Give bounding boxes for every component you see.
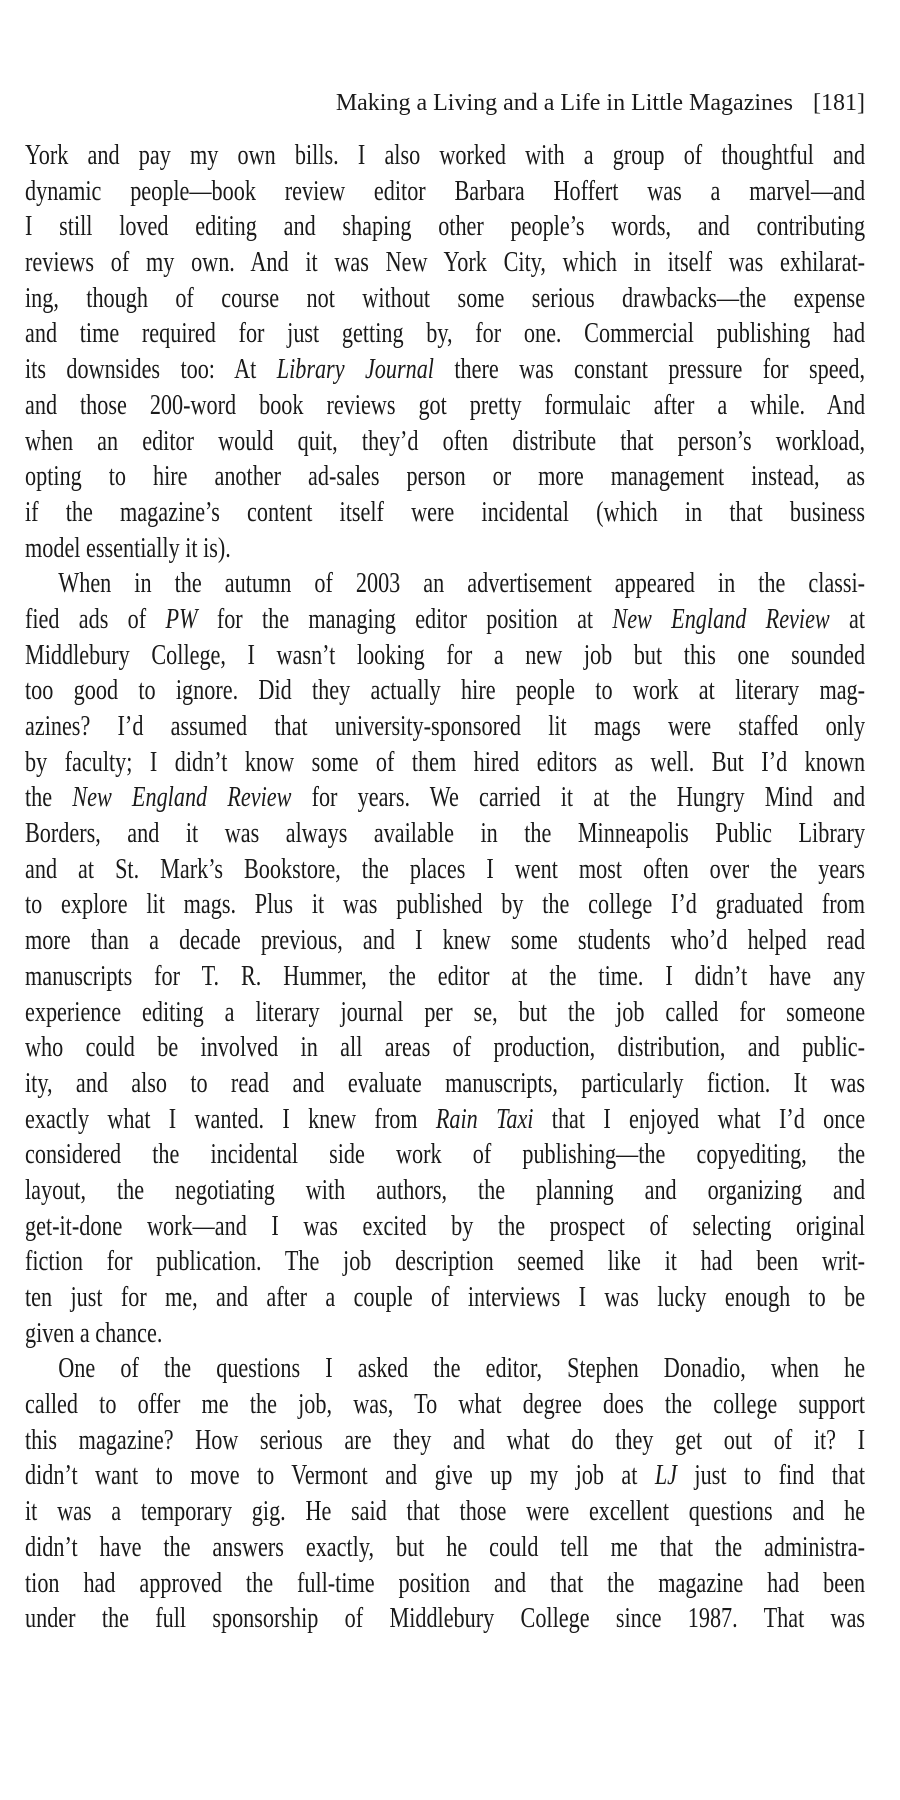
- text-line: [25, 1387, 865, 1423]
- text-line: [25, 959, 865, 995]
- text-segment: and at St. Mark’s Bookstore, the places I went most often over the years: [25, 853, 866, 885]
- text-line: [25, 138, 865, 174]
- text-line: [25, 745, 865, 781]
- text-line: [25, 923, 865, 959]
- text-line: [25, 566, 865, 602]
- text-segment: get-it-done work—and I was excited by the prospect of selecting original: [25, 1210, 866, 1242]
- text-segment: called to offer me the job, was, To what degree does the college support: [25, 1389, 866, 1421]
- text-segment: under the full sponsorship of Middlebury College since 1987. That was: [25, 1603, 866, 1635]
- text-line: [25, 709, 865, 745]
- page-number: [181]: [813, 90, 865, 116]
- text-segment: it was a temporary gig. He said that those were excellent questions and he: [25, 1496, 866, 1528]
- text-line: [25, 1316, 865, 1352]
- text-line: [25, 1530, 865, 1566]
- text-segment: and time required for just getting by, for one. Commercial publishing had: [25, 318, 866, 350]
- text-segment: too good to ignore. Did they actually hire people to work at literary mag-: [25, 675, 866, 707]
- text-segment: One of the questions I asked the editor, Stephen Donadio, when he: [58, 1353, 866, 1385]
- text-line: [25, 673, 865, 709]
- text-segment: model essentially it is).: [25, 532, 231, 564]
- text-segment: there was constant pressure for speed,: [433, 354, 866, 386]
- text-line: [25, 281, 865, 317]
- text-segment: fied ads of: [25, 603, 166, 635]
- body-text: [25, 138, 865, 1637]
- text-segment: azines? I’d assumed that university-sponsored lit mags were staffed only: [25, 711, 866, 742]
- text-segment: Middlebury College, I wasn’t looking for a new job but this one sounded: [25, 639, 866, 671]
- text-line: [25, 388, 865, 424]
- text-line: [25, 1458, 865, 1494]
- text-line: [25, 1566, 865, 1602]
- text-segment: Borders, and it was always available in the Minneapolis Public Library: [25, 818, 866, 850]
- text-line: [25, 1030, 865, 1066]
- italic-title-text: New England Review: [72, 782, 292, 814]
- text-segment: ity, and also to read and evaluate manuscripts, particularly fiction. It was: [25, 1067, 866, 1099]
- text-segment: exactly what I wanted. I knew from: [25, 1103, 436, 1135]
- text-line: [25, 174, 865, 210]
- text-segment: when an editor would quit, they’d often distribute that person’s workload,: [25, 425, 866, 457]
- text-segment: given a chance.: [25, 1317, 163, 1349]
- text-segment: reviews of my own. And it was New York City, which in itself was exhilarat-: [25, 247, 866, 279]
- text-line: [25, 209, 865, 245]
- text-line: [25, 1137, 865, 1173]
- text-segment: its downsides too: At: [25, 354, 277, 386]
- text-segment: considered the incidental side work of publishing—the copyediting, the: [25, 1139, 866, 1171]
- text-line: [25, 887, 865, 923]
- text-line: [25, 424, 865, 460]
- text-line: [25, 1351, 865, 1387]
- italic-title-text: Rain Taxi: [435, 1103, 534, 1135]
- text-line: [25, 1423, 865, 1459]
- text-segment: that I enjoyed what I’d once: [533, 1103, 866, 1135]
- text-line: [25, 638, 865, 674]
- text-segment: for the managing editor position at: [197, 603, 613, 635]
- text-segment: more than a decade previous, and I knew some students who’d helped read: [25, 925, 866, 957]
- text-line: [25, 459, 865, 495]
- text-segment: tion had approved the full-time position and that the magazine had been: [25, 1567, 866, 1599]
- text-segment: if the magazine’s content itself were incidental (which in that business: [25, 496, 866, 528]
- italic-title-text: Library Journal: [276, 354, 434, 386]
- text-segment: didn’t have the answers exactly, but he could tell me that the administra-: [25, 1531, 866, 1563]
- text-segment: by faculty; I didn’t know some of them hired editors as well. But I’d known: [25, 746, 866, 778]
- text-segment: who could be involved in all areas of production, distribution, and public-: [25, 1032, 866, 1064]
- text-segment: experience editing a literary journal per se, but the job called for someone: [25, 996, 866, 1028]
- text-segment: just to find that: [677, 1460, 866, 1492]
- text-line: [25, 1102, 865, 1138]
- text-segment: didn’t want to move to Vermont and give up my job at: [25, 1460, 655, 1492]
- text-line: [25, 316, 865, 352]
- text-line: [25, 852, 865, 888]
- text-segment: to explore lit mags. Plus it was published by the college I’d graduated from: [25, 889, 866, 921]
- text-segment: manuscripts for T. R. Hummer, the editor at the time. I didn’t have any: [25, 960, 866, 992]
- text-segment: When in the autumn of 2003 an advertisement appeared in the classi-: [58, 568, 866, 600]
- text-segment: at: [829, 603, 866, 635]
- text-line: [25, 816, 865, 852]
- text-segment: fiction for publication. The job description seemed like it had been writ-: [25, 1246, 866, 1278]
- text-segment: ten just for me, and after a couple of interviews I was lucky enough to be: [25, 1282, 866, 1313]
- running-title: Making a Living and a Life in Little Magazines: [335, 90, 794, 116]
- text-segment: ing, though of course not without some serious drawbacks—the expense: [25, 282, 866, 314]
- text-segment: layout, the negotiating with authors, the planning and organizing and: [25, 1174, 866, 1206]
- text-line: [25, 495, 865, 531]
- running-header: [25, 90, 865, 116]
- text-segment: York and pay my own bills. I also worked with a group of thoughtful and: [25, 140, 866, 171]
- italic-title-text: LJ: [654, 1460, 678, 1492]
- text-line: [25, 531, 865, 567]
- text-segment: the: [25, 782, 73, 814]
- text-line: [25, 995, 865, 1031]
- text-segment: opting to hire another ad-sales person or more management instead, as: [25, 461, 866, 493]
- text-segment: for years. We carried it at the Hungry Mind and: [291, 782, 866, 814]
- text-line: [25, 1244, 865, 1280]
- text-segment: I still loved editing and shaping other people’s words, and contributing: [25, 211, 866, 243]
- text-line: [25, 1209, 865, 1245]
- text-line: [25, 1494, 865, 1530]
- text-segment: this magazine? How serious are they and what do they get out of it? I: [25, 1424, 866, 1456]
- text-line: [25, 1066, 865, 1102]
- text-segment: dynamic people—book review editor Barbara Hoffert was a marvel—and: [25, 175, 866, 207]
- text-line: [25, 1280, 865, 1316]
- text-segment: and those 200-word book reviews got pretty formulaic after a while. And: [25, 389, 866, 421]
- text-line: [25, 1173, 865, 1209]
- text-line: [25, 245, 865, 281]
- italic-title-text: New England Review: [612, 603, 830, 635]
- text-line: [25, 780, 865, 816]
- text-line: [25, 352, 865, 388]
- italic-title-text: PW: [165, 603, 198, 635]
- text-line: [25, 602, 865, 638]
- text-line: [25, 1601, 865, 1637]
